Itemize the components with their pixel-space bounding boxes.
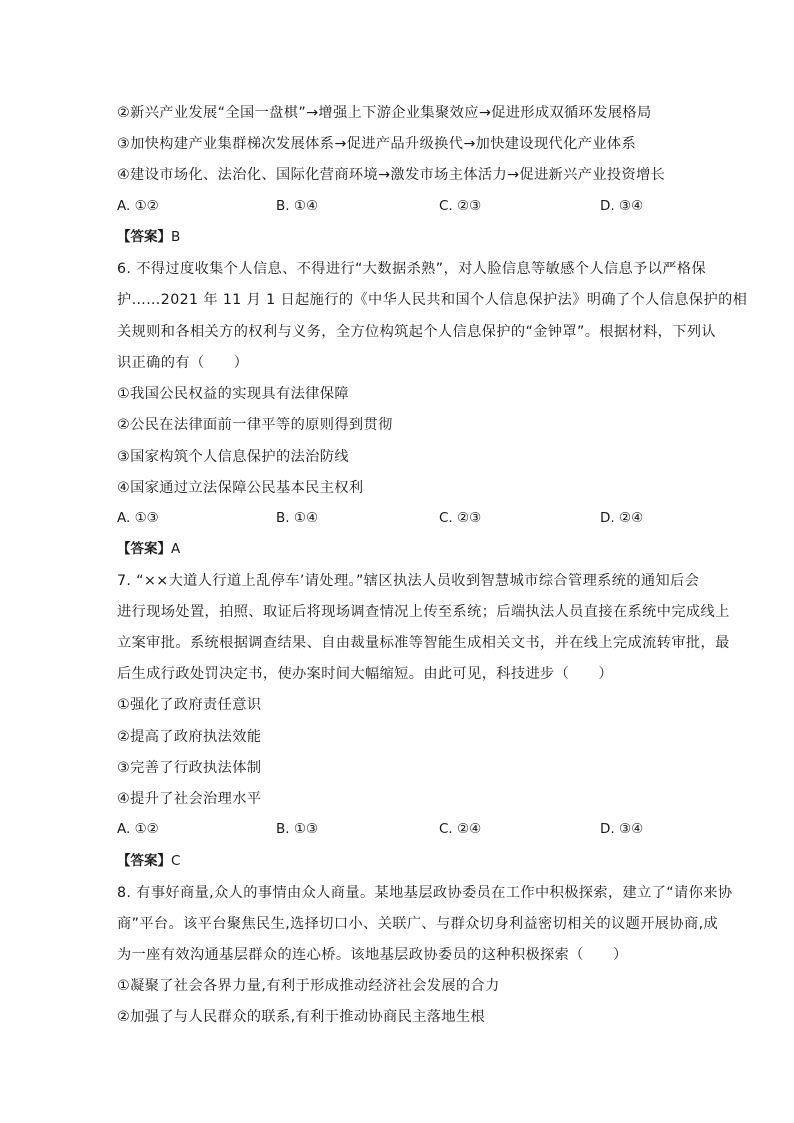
q6-option-d: D. ②④	[600, 510, 644, 526]
q6-stem-line-2: 护……2021 年 11 月 1 日起施行的《中华人民共和国个人信息保护法》明确了个人信息保护的相	[117, 292, 748, 308]
q7-item-1: ①强化了政府责任意识	[117, 697, 262, 713]
q6-stem-line-3: 关规则和各相关方的权利与义务，全方位构筑起个人信息保护的“金钟罩”。根据材料，下列认	[117, 324, 717, 340]
q7-answer	[117, 851, 180, 871]
q5-item-2: ②新兴产业发展“全国一盘棋”→增强上下游企业集聚效应→促进形成双循环发展格局	[117, 105, 652, 121]
q5-answer	[117, 227, 180, 247]
q6-option-b: B. ①④	[276, 510, 319, 526]
q7-option-d: D. ③④	[600, 821, 644, 837]
q5-option-c: C. ②③	[439, 198, 482, 214]
answer-value: B	[171, 229, 181, 245]
q5-item-3: ③加快构建产业集群梯次发展体系→促进产品升级换代→加快建设现代化产业体系	[117, 136, 637, 152]
q6-answer	[117, 539, 180, 559]
q5-option-a: A. ①②	[117, 198, 159, 214]
q8-stem-line-2: 商”平台。该平台聚焦民生,选择切口小、关联广、与群众切身利益密切相关的议题开展协商,成	[117, 916, 719, 932]
q8-item-1: ①凝聚了社会各界力量,有利于形成推动经济社会发展的合力	[117, 978, 500, 994]
answer-value: A	[171, 541, 181, 557]
q7-option-c: C. ②④	[439, 821, 482, 837]
q5-item-4: ④建设市场化、法治化、国际化营商环境→激发市场主体活力→促进新兴产业投资增长	[117, 167, 666, 183]
q6-option-c: C. ②③	[439, 510, 482, 526]
q5-option-b: B. ①④	[276, 198, 319, 214]
q7-stem-line-4: 后生成行政处罚决定书，使办案时间大幅缩短。由此可见，科技进步（ ）	[117, 666, 613, 682]
q7-option-b: B. ①③	[276, 821, 319, 837]
q6-item-3: ③国家构筑个人信息保护的法治防线	[117, 449, 349, 465]
q6-item-1: ①我国公民权益的实现具有法律保障	[117, 386, 349, 402]
q8-stem-line-1: 8. 有事好商量,众人的事情由众人商量。某地基层政协委员在工作中积极探索，建立了“请你来协	[117, 885, 733, 901]
q6-item-2: ②公民在法律面前一律平等的原则得到贯彻	[117, 417, 393, 433]
q7-item-4: ④提升了社会治理水平	[117, 791, 262, 807]
q8-item-2: ②加强了与人民群众的联系,有利于推动协商民主落地生根	[117, 1009, 486, 1025]
q7-stem-line-1: 7. “××大道人行道上乱停车’请处理。”辖区执法人员收到智慧城市综合管理系统的通知后会	[117, 573, 700, 589]
q6-item-4: ④国家通过立法保障公民基本民主权利	[117, 480, 364, 496]
q6-option-a: A. ①③	[117, 510, 159, 526]
answer-value: C	[171, 853, 181, 869]
answer-tag: 【答案】	[117, 229, 171, 245]
q7-item-2: ②提高了政府执法效能	[117, 729, 262, 745]
q6-stem-line-1: 6. 不得过度收集个人信息、不得进行“大数据杀熟”，对人脸信息等敏感个人信息予以严格保	[117, 261, 707, 277]
q7-stem-line-3: 立案审批。系统根据调查结果、自由裁量标准等智能生成相关文书，并在线上完成流转审批，最	[117, 635, 730, 651]
q7-stem-line-2: 进行现场处置，拍照、取证后将现场调查情况上传至系统；后端执法人员直接在系统中完成线上	[117, 604, 730, 620]
q8-stem-line-3: 为一座有效沟通基层群众的连心桥。该地基层政协委员的这种积极探索（ ）	[117, 947, 628, 963]
q7-option-a: A. ①②	[117, 821, 159, 837]
answer-tag: 【答案】	[117, 541, 171, 557]
q6-stem-line-4: 识正确的有（ ）	[117, 355, 249, 371]
answer-tag: 【答案】	[117, 853, 171, 869]
q7-item-3: ③完善了行政执法体制	[117, 760, 262, 776]
q5-option-d: D. ③④	[600, 198, 644, 214]
